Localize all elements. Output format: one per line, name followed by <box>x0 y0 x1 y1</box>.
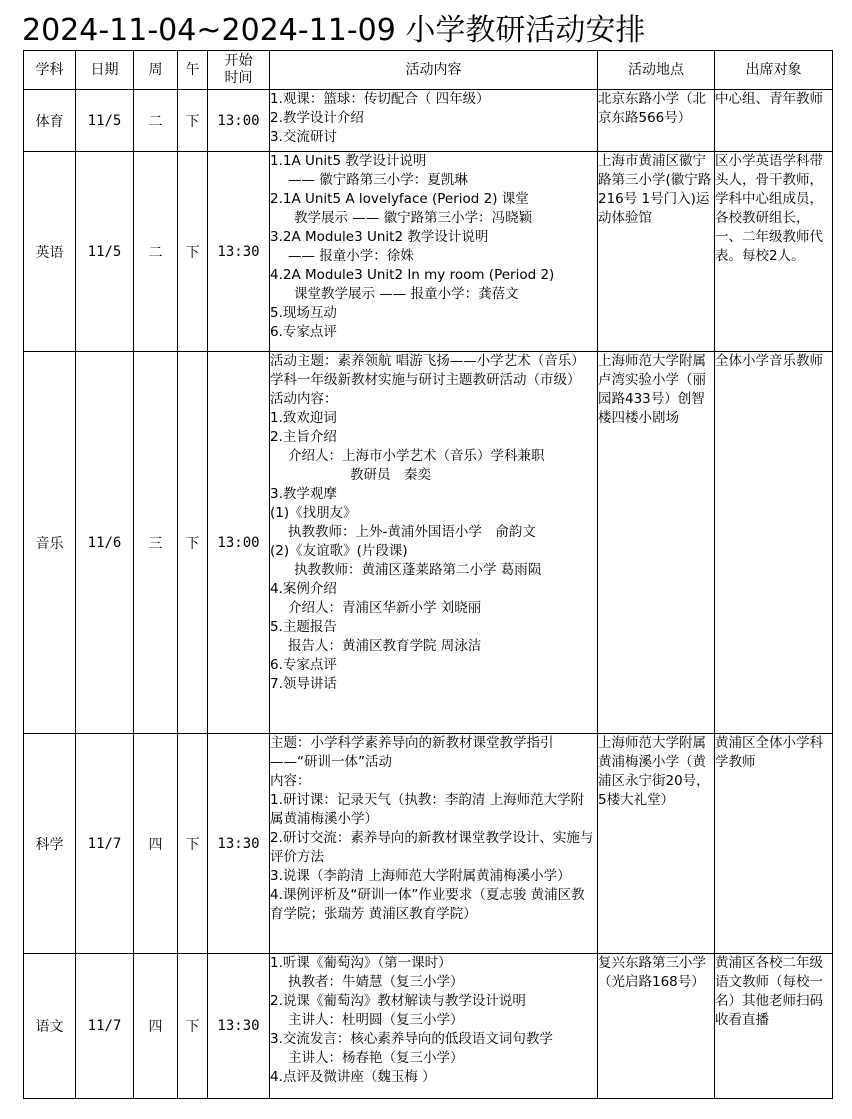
content-line: 执教教师：上外-黄浦外国语小学 俞韵文 <box>288 524 536 540</box>
content-line: 3.说课（李韵清 上海师范大学附属黄浦梅溪小学） <box>270 868 571 884</box>
page-title: 2024-11-04~2024-11-09 小学教研活动安排 <box>22 13 646 48</box>
header-content: 活动内容 <box>270 51 598 90</box>
content-line: 1.致欢迎词 <box>270 410 337 426</box>
content-cell <box>270 954 598 1099</box>
content-line: (1)《找朋友》 <box>270 505 357 521</box>
table-row <box>24 152 833 352</box>
header-week: 周 <box>134 51 178 90</box>
subject-cell: 音乐 <box>24 352 76 734</box>
place-cell: 复兴东路第三小学（光启路168号） <box>598 954 715 1099</box>
header-start-time <box>208 51 270 90</box>
place-cell: 上海师范大学附属卢湾实验小学（丽园路433号）创智楼四楼小剧场 <box>598 352 715 734</box>
time-cell: 13:30 <box>208 734 270 954</box>
content-line: 3.交流发言：核心素养导向的低段语文词句教学 <box>270 1031 553 1047</box>
header-start-time-line2: 时间 <box>224 70 253 86</box>
table-row <box>24 734 833 954</box>
subject-cell: 体育 <box>24 90 76 152</box>
content-line: 4.课例评析及“研训一体”作业要求（夏志骏 黄浦区教育学院；张瑞芳 黄浦区教育学院） <box>270 887 585 922</box>
header-start-time-line1: 开始 <box>224 53 253 69</box>
header-date: 日期 <box>76 51 134 90</box>
place-cell: 北京东路小学（北京东路566号） <box>598 90 715 152</box>
noon-cell: 下 <box>178 954 208 1099</box>
date-cell: 11/5 <box>76 90 134 152</box>
content-line: 4.点评及微讲座（魏玉梅 ） <box>270 1069 436 1085</box>
content-line: 活动主题：素养领航 唱游飞扬——小学艺术（音乐）学科一年级新教材实施与研讨主题教研活动（市级） <box>270 353 585 388</box>
noon-cell: 下 <box>178 352 208 734</box>
attendees-cell: 区小学英语学科带头人，骨干教师，学科中心组成员，各校教研组长，一、二年级教师代表。每校2人。 <box>715 152 833 352</box>
attendees-cell: 黄浦区各校二年级语文教师（每校一名）其他老师扫码收看直播 <box>715 954 833 1099</box>
date-cell: 11/6 <box>76 352 134 734</box>
content-line: 2.主旨介绍 <box>270 429 337 445</box>
date-cell: 11/5 <box>76 152 134 352</box>
table-row <box>24 954 833 1099</box>
noon-cell: 下 <box>178 90 208 152</box>
content-line: 4.案例介绍 <box>270 581 337 597</box>
place-cell: 上海师范大学附属黄浦梅溪小学（黄浦区永宁街20号，5楼大礼堂） <box>598 734 715 954</box>
content-line: —— 徽宁路第三小学：夏凯琳 <box>288 172 468 188</box>
content-line: 主讲人：杜明圆（复三小学） <box>288 1012 464 1028</box>
content-line: 3.2A Module3 Unit2 教学设计说明 <box>270 229 489 245</box>
date-cell: 11/7 <box>76 734 134 954</box>
place-cell: 上海市黄浦区徽宁路第三小学(徽宁路216号 1号门入)运动体验馆 <box>598 152 715 352</box>
table-row <box>24 352 833 734</box>
content-line: 3.交流研讨 <box>270 129 337 145</box>
header-noon: 午 <box>178 51 208 90</box>
content-line: 执教教师：黄浦区蓬莱路第二小学 葛雨陨 <box>294 562 542 578</box>
content-cell <box>270 152 598 352</box>
header-row <box>24 51 833 90</box>
content-line: 2.研讨交流：素养导向的新教材课堂教学设计、实施与评价方法 <box>270 830 594 865</box>
table-row <box>24 90 833 152</box>
content-line: 主讲人：杨春艳（复三小学） <box>288 1050 464 1066</box>
content-line: 1.观课：篮球：传切配合（ 四年级） <box>270 91 490 107</box>
content-line: 1.研讨课：记录天气（执教：李韵清 上海师范大学附属黄浦梅溪小学） <box>270 792 585 827</box>
header-place: 活动地点 <box>598 51 715 90</box>
content-line: 2.说课《葡萄沟》教材解读与教学设计说明 <box>270 993 526 1009</box>
content-line: 教研员 秦奕 <box>350 467 431 483</box>
content-line: 2.教学设计介绍 <box>270 110 364 126</box>
content-line: 7.领导讲话 <box>270 676 337 692</box>
content-line: 主题：小学科学素养导向的新教材课堂教学指引——“研训一体”活动 <box>270 735 554 770</box>
week-cell: 二 <box>134 152 178 352</box>
content-line: 5.现场互动 <box>270 305 337 321</box>
content-line: 1.1A Unit5 教学设计说明 <box>270 153 427 169</box>
noon-cell: 下 <box>178 152 208 352</box>
attendees-cell: 黄浦区全体小学科学教师 <box>715 734 833 954</box>
time-cell: 13:00 <box>208 352 270 734</box>
time-cell: 13:30 <box>208 152 270 352</box>
time-cell: 13:00 <box>208 90 270 152</box>
header-attendees: 出席对象 <box>715 51 833 90</box>
week-cell: 四 <box>134 954 178 1099</box>
attendees-cell: 中心组、青年教师 <box>715 90 833 152</box>
content-line: 3.教学观摩 <box>270 486 337 502</box>
week-cell: 四 <box>134 734 178 954</box>
week-cell: 二 <box>134 90 178 152</box>
content-cell <box>270 90 598 152</box>
schedule-table <box>23 50 833 1099</box>
week-cell: 三 <box>134 352 178 734</box>
content-cell <box>270 352 598 734</box>
content-line: (2)《友谊歌》(片段课) <box>270 543 408 559</box>
content-line: 5.主题报告 <box>270 619 337 635</box>
content-line: 介绍人：青浦区华新小学 刘晓丽 <box>288 600 482 616</box>
content-line: 课堂教学展示 —— 报童小学：龚蓓文 <box>294 286 519 302</box>
content-line: 1.听课《葡萄沟》（第一课时） <box>270 955 452 971</box>
content-line: 4.2A Module3 Unit2 In my room (Period 2) <box>270 267 555 283</box>
time-cell: 13:30 <box>208 954 270 1099</box>
content-line: 介绍人：上海市小学艺术（音乐）学科兼职 <box>288 448 545 464</box>
attendees-cell: 全体小学音乐教师 <box>715 352 833 734</box>
content-line: 内容： <box>270 773 311 789</box>
content-line: 2.1A Unit5 A lovelyface (Period 2) 课堂 <box>270 191 529 207</box>
subject-cell: 语文 <box>24 954 76 1099</box>
subject-cell: 科学 <box>24 734 76 954</box>
date-cell: 11/7 <box>76 954 134 1099</box>
content-line: 教学展示 —— 徽宁路第三小学：冯晓颖 <box>294 210 533 226</box>
content-cell <box>270 734 598 954</box>
content-line: 6.专家点评 <box>270 657 337 673</box>
content-line: 6.专家点评 <box>270 324 337 340</box>
header-subject: 学科 <box>24 51 76 90</box>
content-line: 活动内容： <box>270 391 338 407</box>
subject-cell: 英语 <box>24 152 76 352</box>
content-line: 执教者：牛婧慧（复三小学） <box>288 974 464 990</box>
noon-cell: 下 <box>178 734 208 954</box>
content-line: 报告人：黄浦区教育学院 周泳洁 <box>288 638 482 654</box>
content-line: —— 报童小学：徐姝 <box>288 248 414 264</box>
